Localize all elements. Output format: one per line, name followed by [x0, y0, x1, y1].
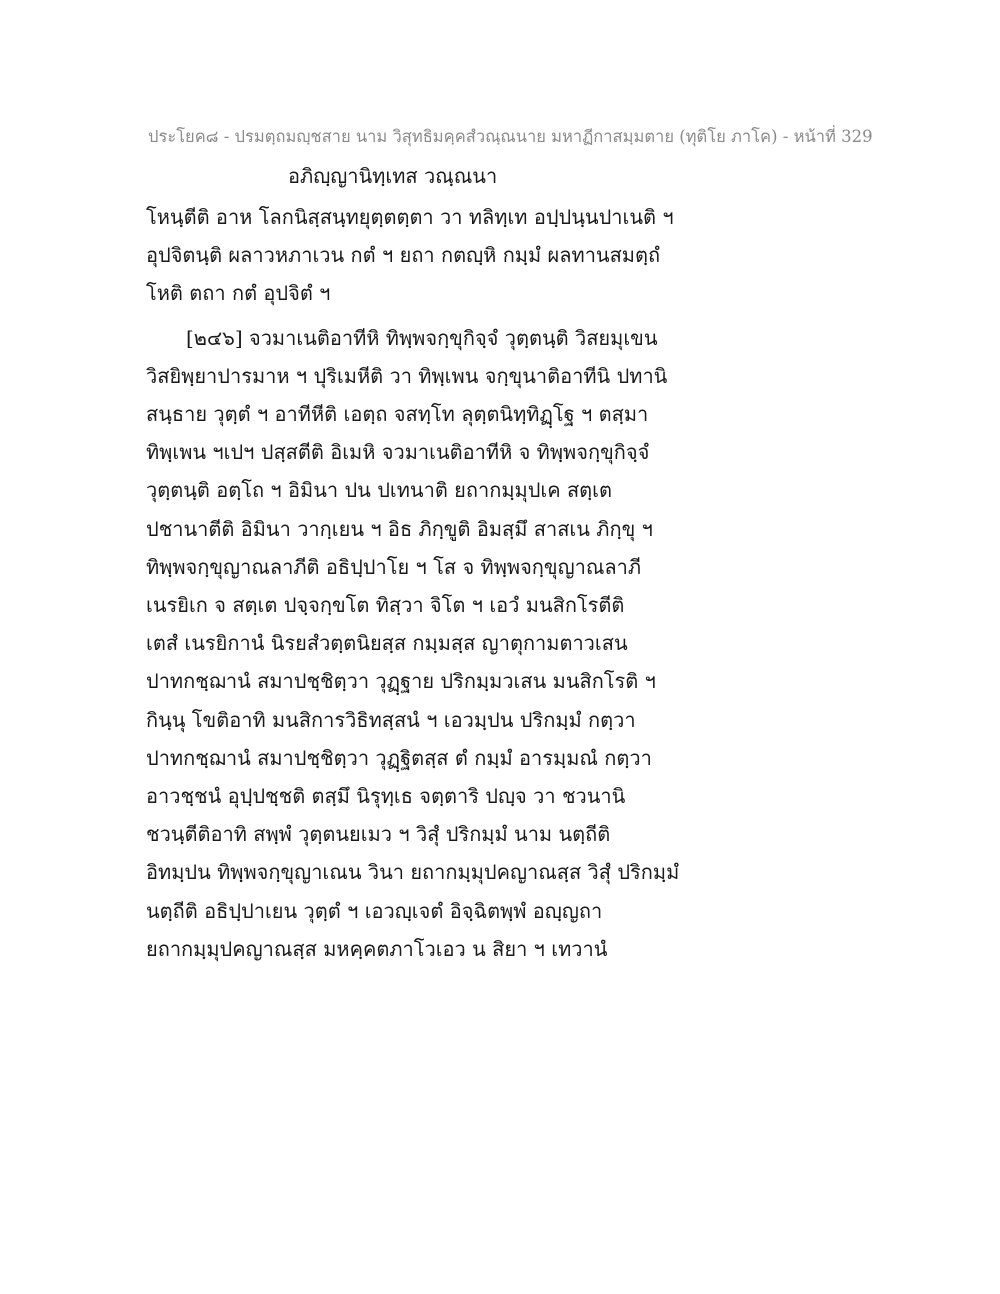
text-line: ชวนฺตีติอาทิ สพฺพํ วุตฺตนยเมว ฯ วิสุํ ปริกมฺมํ นาม นตฺถีติ [146, 822, 611, 847]
section-title: อภิญฺญานิทฺเทส วณฺณนา [288, 164, 498, 188]
text-line: อิทมฺปน ทิพฺพจกฺขุญาเณน วินา ยถากมฺมุปคญาณสฺส วิสุํ ปริกมฺมํ [146, 860, 680, 885]
running-header: ประโยค๘ - ปรมตฺถมญฺชสาย นาม วิสุทธิมคฺคสํวณฺณนาย มหาฏีกาสมฺมตาย (ทุติโย ภาโค) - หน้าที่ 329 [148, 127, 873, 146]
text-line: อาวชฺชนํ อุปฺปชฺชติ ตสฺมึ นิรุทฺเธ จตฺตาริ ปญฺจ วา ชวนานิ [146, 784, 626, 809]
text-line: ปาทกชฺฌานํ สมาปชฺชิตฺวา วุฏฺฐาย ปริกมฺมวเสน มนสิกโรติ ฯ [146, 669, 656, 694]
body-text [146, 198, 866, 968]
text-line: นตฺถีติ อธิปฺปาเยน วุตฺตํ ฯ เอวญฺเจตํ อิจฺฉิตพฺพํ อญฺญถา [146, 898, 603, 923]
text-line: ยถากมฺมุปคญาณสฺส มหคฺคตภาโวเอว น สิยา ฯ เทวานํ [146, 936, 608, 961]
text-line: กินฺนุ โขติอาทิ มนสิการวิธิทสฺสนํ ฯ เอวมฺปน ปริกมฺมํ กตฺวา [146, 707, 636, 732]
text-line: ทิพฺเพน ฯเปฯ ปสฺสตีติ อิเมหิ จวมาเนติอาทีหิ จ ทิพฺพจกฺขุกิจฺจํ [146, 440, 650, 465]
text-line: อุปจิตนฺติ ผลาวหภาเวน กตํ ฯ ยถา กตญฺหิ กมฺมํ ผลทานสมตฺถํ [146, 243, 661, 268]
text-line: [๒๔๖] จวมาเนติอาทีหิ ทิพฺพจกฺขุกิจฺจํ วุตฺตนฺติ วิสยมุเขน [186, 325, 658, 350]
text-line: โหนฺตีติ อาห โลกนิสฺสนฺทยุตฺตตฺตา วา ทลิทฺเท อปฺปนฺนปาเนติ ฯ [146, 205, 674, 229]
text-line: ปชานาตีติ อิมินา วากฺเยน ฯ อิธ ภิกฺขูติ อิมสฺมึ สาสเน ภิกฺขุ ฯ [146, 516, 653, 541]
text-line: สนฺธาย วุตฺตํ ฯ อาทีหีติ เอตฺถ จสทฺโท ลุตฺตนิทฺทิฏฺโฐ ฯ ตสฺมา [146, 402, 649, 427]
text-line: วิสยิพฺยาปารมาห ฯ ปุริเมหีติ วา ทิพฺเพน จกฺขุนาติอาทีนิ ปทานิ [146, 363, 668, 388]
text-line: โหติ ตถา กตํ อุปจิตํ ฯ [146, 281, 331, 306]
text-line: ทิพฺพจกฺขุญาณลาภีติ อธิปฺปาโย ฯ โส จ ทิพฺพจกฺขุญาณลาภี [146, 554, 642, 579]
text-line: เตสํ เนรยิกานํ นิรยสํวตฺตนิยสฺส กมฺมสฺส ญาตุกามตาวเสน [146, 631, 628, 656]
text-line: เนรยิเก จ สตฺเต ปจฺจกฺขโต ทิสฺวา จิโต ฯ เอวํ มนสิกโรตีติ [146, 593, 625, 618]
text-line: ปาทกชฺฌานํ สมาปชฺชิตฺวา วุฏฺฐิตสฺส ตํ กมฺมํ อารมฺมณํ กตฺวา [146, 745, 652, 770]
text-line: วุตฺตนฺติ อตฺโถ ฯ อิมินา ปน ปเทนาติ ยถากมฺมุปเค สตฺเต [146, 478, 612, 503]
